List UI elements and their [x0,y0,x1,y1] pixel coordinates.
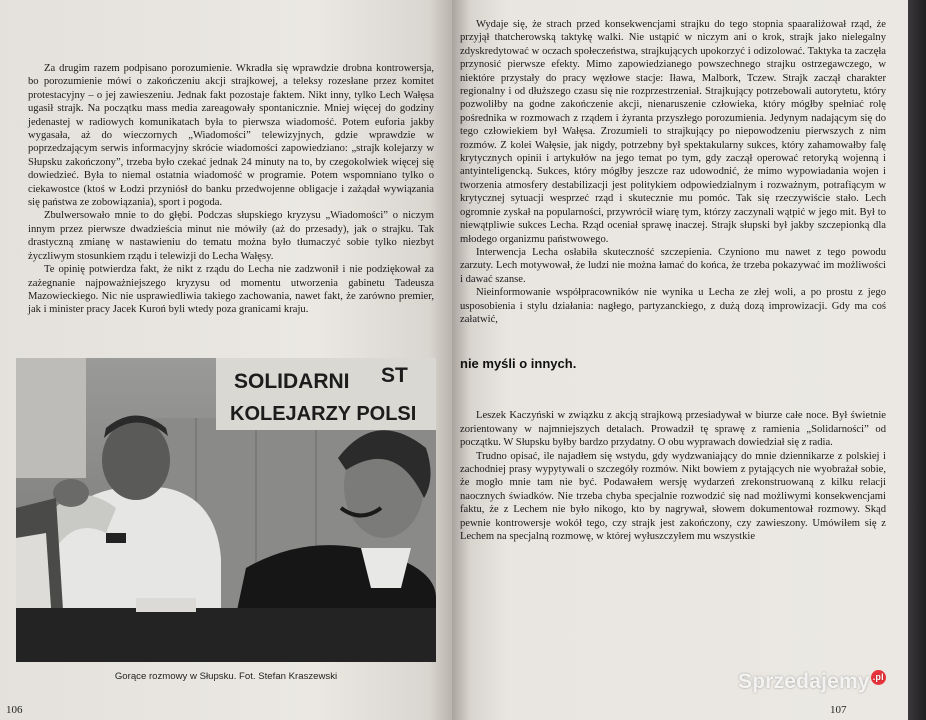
left-page-text [28,62,434,317]
paragraph: Interwencja Lecha osłabiła skuteczność szczepienia. Czyniono mu nawet z tego powodu zarzuty. Lech motywował, że ludzi nie można łamać do końca, że trzeba pokazywać im możliwości i dawać szanse. [460,246,886,285]
right-page-text-bottom [460,409,886,543]
paragraph: Zbulwersowało mnie to do głębi. Podczas słupskiego kryzysu „Wiadomości” o niczym innym przez pierwsze dwadzieścia minut nie mówiły (aż do przesady), jak o strajku. Tak drastyczną zmianę w nastawieniu do tematu można było tłumaczyć sobie tylko niezbyt życzliwym stosunkiem rządu i telewizji do Lecha Wałęsy. [28,210,434,262]
book-edge [908,0,926,720]
watermark-text: Sprzedajemy [738,670,870,693]
banner-text-line1: SOLIDARNI [234,370,350,393]
paragraph: Trudno opisać, ile najadłem się wstydu, gdy wydzwaniający do mnie dziennikarze z polskiej i zachodniej prasy wypytywali o szczegóły rozmów. Nikt bowiem z pytających nie wyobrażał sobie, że mogło mnie tam nie być. Podawałem wersję wydarzeń zrekonstruowaną z kilku relacji naocznych świadków. Nie trzeba chyba specjalnie rozwodzić się nad możliwymi konsekwencjami faktu, że z Lechem nie było nikogo, kto by nagrywał, słowem dokumentował rozmowy. Skąd pewnie kontrowersje wokół tego, czy strajk jest zakończony, czy zawieszony. Umówiłem się z Lechem na specjalną rozmowę, w której wyłuszczyłem mu wszystkie [460,450,886,542]
paragraph: Nieinformowanie współpracowników nie wynika u Lecha ze złej woli, a po prostu z jego usposobienia i stylu działania: nagłego, partyzanckiego, z dużą dozą improwizacji. Gdy ma coś załatwić, [460,287,886,325]
photo-caption: Gorące rozmowy w Słupsku. Fot. Stefan Kraszewski [114,671,338,682]
paragraph: Te opinię potwierdza fakt, że nikt z rządu do Lecha nie zadzwonił i nie podziękował za zażegnanie najpoważniejszego kryzysu od momentu utworzenia gabinetu Tadeusza Mazowieckiego. Nic nie usprawiedliwia takiego zachowania, nawet fakt, że zarówno premier, jak i minister pracy Jacek Kuroń byli wtedy poza granicami kraju. [28,264,434,316]
photo-strike-negotiations [16,358,436,662]
banner-text-line1-tail: ST [381,364,408,387]
section-heading: nie myśli o innych. [460,356,577,372]
page-number-left: 106 [6,704,23,716]
right-page [452,0,908,720]
page-number-right: 107 [830,704,847,716]
watermark-badge: .pl [871,670,886,685]
right-page-text-top [460,18,886,326]
watermark-logo [738,670,886,694]
paragraph: Za drugim razem podpisano porozumienie. Wkradła się wprawdzie drobna kontrowersja, bo porozumienie mówi o zakończeniu akcji strajkowej, a teleksy rozesłane przez komitet protestacyjny – o jej zawieszeniu. Jednak fakt pozostaje faktem. Nikt inny, tylko Lech Wałęsa ugasił strajk. Na początku mass media zareagowały spontanicznie. Mniej więcej do godziny jedenastej w radiowych komunikatach była to pierwsza wiadomość. Potem euforia jakby wygasała, aż do wieczornych „Wiadomości” telewizyjnych, gdzie wprawdzie w poprzedzającym serwis informacyjny skrócie wiadomości zapowiedziano: „strajk kolejarzy w Słupsku zakończony”, trzeba było czekać jednak 24 minuty na to, by czegokolwiek więcej się dowiedzieć. Była to niemal ostatnia wiadomość w programie. Potem wspomniano tylko o ciekawostce (ktoś w Łodzi przyniósł do banku przedwojenne obligacje i zażądał wywiązania się państwa ze zobowiązania), sport i pogoda. [28,63,434,209]
paragraph: Leszek Kaczyński w związku z akcją strajkową przesiadywał w biurze całe noce. Był świetnie zorientowany w najmniejszych detalach. Prowadził tę sprawę z ramienia „Solidarności” od początku. W Słupsku byłby bardzo przydatny. O obu wyprawach dowiedział się z radia. [460,410,886,449]
paragraph: Wydaje się, że strach przed konsekwencjami strajku do tego stopnia spaaraliżował rząd, że przyjął thatcherowską taktykę walki. Nie ustąpić w niczym ani o krok, strajk jako nielegalny zdyskredytować w oczach społeczeństwa, strajkujących upokorzyć i odizolować. Taktyka ta zaczęła przynosić pierwsze efekty. Mimo zapowiedzianego powszechnego strajku ostrzegawczego, w niektóre przystały do pracy węzłowe stacje: Iława, Malbork, Tczew. Strajk zaczął charakter regionalny i od dłuższego czasu się nie rozprzestrzeniał. Strajkujący potrzebowali autorytetu, który pozwoliłby na godne zakończenie akcji, nienaruszenie człowieka, który mógłby spełniać rolę pośrednika w rozmowach z rządem i żyranta przyszłego porozumienia. Jedynym nadającym się do tego człowiekiem był Wałęsa. Zrozumieli to strajkujący po niepowodzeniu pierwszych z nim rozmów. Z kolei Wałęsie, jak nigdy, potrzebny był spektakularny sukces, który zahamowałby falę krytycznych opinii i artykułów na jego temat po tym, gdy zaczął operować retoryką wojenną i antyinteligencką. Sukces, który mógłby jeszcze raz udowodnić, że mimo wypowiadania wojen i tworzenia atmosfery destabilizacji jest politykiem odpowiedzialnym i rozważnym, potrafiącym w krytycznej sytuacji wesprzeć rząd i skutecznie mu pomóc. Tak się rzeczywiście stało. Lech ogromnie zyskał na popularności, przywrócił wiarę tym, którzy zaczynali wątpić w jego mit. Był to niewątpliwie sukces Lecha. Rząd oceniał sprawę inaczej. Strajk słupski był jakby szczepionką dla młodego organizmu państwowego. [460,19,886,245]
banner-text-line2: KOLEJARZY POLSI [230,403,417,425]
